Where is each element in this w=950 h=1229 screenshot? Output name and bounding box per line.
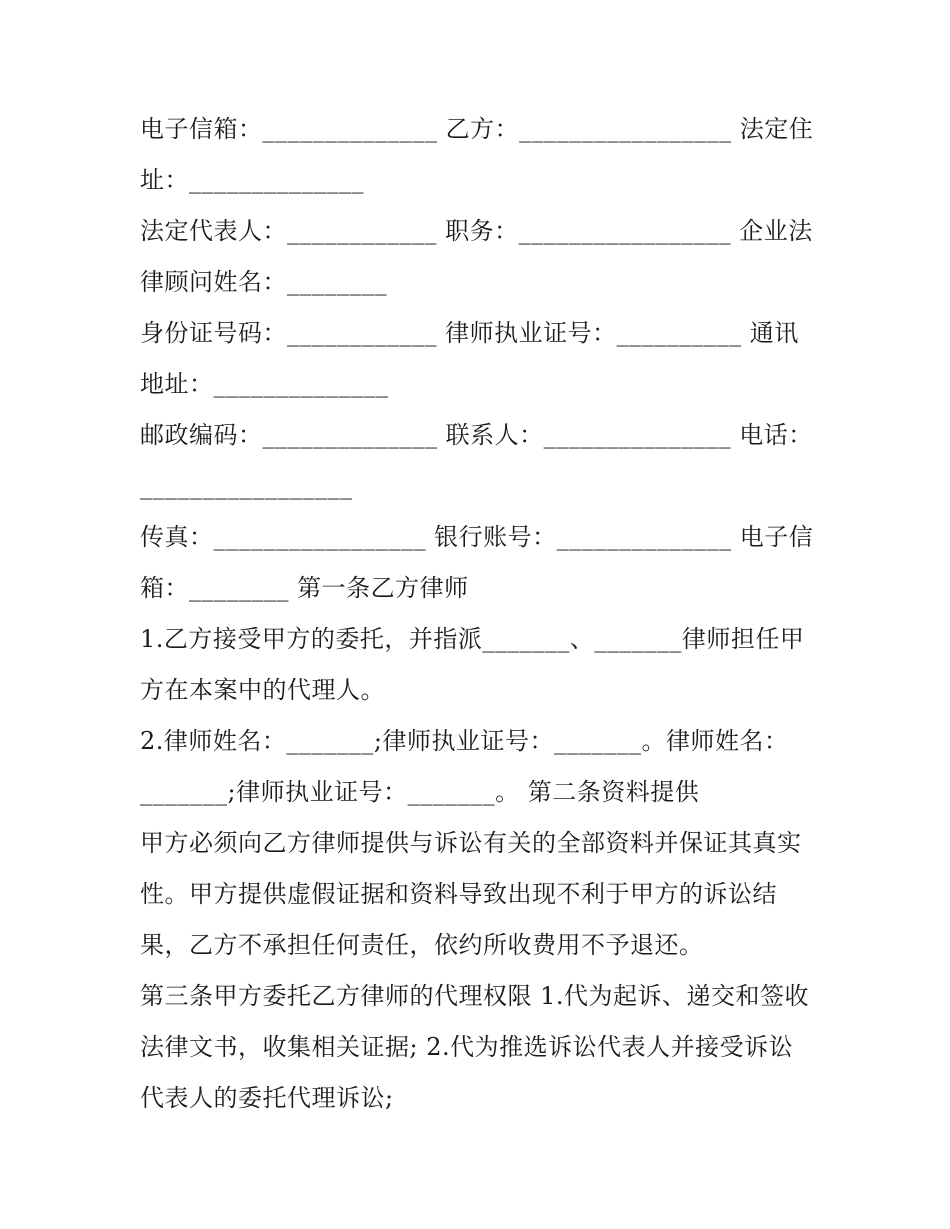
text-line: _________________ (140, 472, 353, 500)
text-line: 传真：_________________ 银行账号：______________ 电子信 (140, 523, 814, 551)
text-line: 性。甲方提供虚假证据和资料导致出现不利于甲方的诉讼结 (140, 880, 777, 908)
text-line: 第三条甲方委托乙方律师的代理权限 1.代为起诉、递交和签收 (140, 982, 810, 1010)
text-line: 律顾问姓名：________ (140, 268, 387, 296)
text-line: 法律文书，收集相关证据; 2.代为推选诉讼代表人并接受诉讼 (140, 1033, 794, 1061)
text-line: 2.律师姓名：_______;律师执业证号：_______。律师姓名： (140, 727, 789, 755)
text-line: 法定代表人：____________ 职务：_________________ 企业法 (140, 217, 813, 245)
text-line: 址：______________ (140, 166, 364, 194)
text-line: 箱：________ 第一条乙方律师 (140, 574, 469, 602)
text-line: _______;律师执业证号：_______。 第二条资料提供 (140, 778, 700, 806)
document-body (140, 104, 820, 1124)
text-line: 果，乙方不承担任何责任，依约所收费用不予退还。 (140, 931, 704, 959)
text-line: 邮政编码：______________ 联系人：_______________ 电话： (140, 421, 813, 449)
text-line: 甲方必须向乙方律师提供与诉讼有关的全部资料并保证其真实 (140, 829, 802, 857)
text-line: 电子信箱：______________ 乙方：_________________ 法定住 (140, 115, 814, 143)
text-line: 地址：______________ (140, 370, 389, 398)
text-line: 代表人的委托代理诉讼; (140, 1084, 394, 1112)
text-line: 1.乙方接受甲方的委托，并指派_______、_______律师担任甲 (140, 625, 805, 653)
text-line: 身份证号码：____________ 律师执业证号：__________ 通讯 (140, 319, 799, 347)
text-line: 方在本案中的代理人。 (140, 676, 385, 704)
